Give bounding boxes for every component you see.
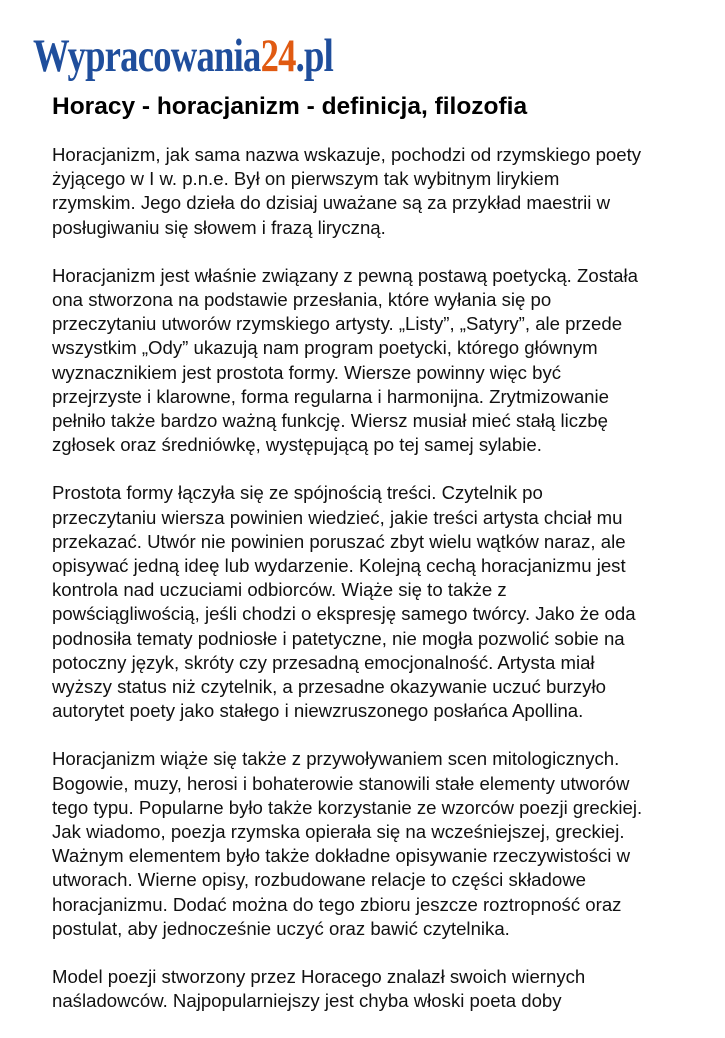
logo-text-number: 24 <box>260 30 296 82</box>
page-title: Horacy - horacjanizm - definicja, filozofia <box>52 93 528 120</box>
text-line: utworach. Wierne opisy, rozbudowane relacje to części składowe <box>52 869 586 891</box>
text-line: naśladowców. Najpopularniejszy jest chyba włoski poeta doby <box>52 990 562 1012</box>
text-line: Horacjanizm wiąże się także z przywoływaniem scen mitologicznych. <box>52 748 620 770</box>
text-line: Jak wiadomo, poezja rzymska opierała się na wcześniejszej, greckiej. <box>52 821 625 843</box>
text-line: Model poezji stworzony przez Horacego znalazł swoich wiernych <box>52 966 586 988</box>
text-line: podnosiła tematy podniosłe i patetyczne, nie mogła pozwolić sobie na <box>52 627 625 649</box>
site-logo[interactable] <box>33 18 418 80</box>
text-line: żyjącego w I w. p.n.e. Był on pierwszym tak wybitnym lirykiem <box>52 168 560 190</box>
text-line: wszystkim „Ody” ukazują nam program poetycki, którego głównym <box>52 337 598 359</box>
paragraph-4 <box>52 747 692 941</box>
text-line: Ważnym elementem było także dokładne opisywanie rzeczywistości w <box>52 845 631 867</box>
text-line: powściągliwością, jeśli chodzi o ekspresję samego twórcy. Jako że oda <box>52 603 636 625</box>
text-line: przeczytaniu wiersza powinien wiedzieć, jakie treści artysta chciał mu <box>52 506 623 528</box>
text-line: rzymskim. Jego dzieła do dzisiaj uważane są za przykład maestrii w <box>52 192 611 214</box>
text-line: autorytet poety jako stałego i niewzruszonego posłańca Apollina. <box>52 700 584 722</box>
text-line: wyznacznikiem jest prostota formy. Wiersze powinny więc być <box>52 361 562 383</box>
text-line: Bogowie, muzy, herosi i bohaterowie stanowili stałe elementy utworów <box>52 772 630 794</box>
paragraph-1 <box>52 143 692 240</box>
article-body <box>52 143 692 1038</box>
text-line: posługiwaniu się słowem i frazą liryczną. <box>52 216 386 238</box>
paragraph-2 <box>52 264 692 458</box>
logo-wordmark <box>33 30 334 82</box>
text-line: zgłosek oraz średniówkę, występującą po tej samej sylabie. <box>52 434 542 456</box>
text-line: potoczny język, skróty czy przesadną emocjonalność. Artysta miał <box>52 651 595 673</box>
logo-text-domain: .pl <box>295 30 334 82</box>
text-line: Horacjanizm jest właśnie związany z pewną postawą poetycką. Została <box>52 264 638 286</box>
text-line: tego typu. Popularne było także korzystanie ze wzorców poezji greckiej. <box>52 796 643 818</box>
text-line: pełniło także bardzo ważną funkcję. Wiersz musiał mieć stałą liczbę <box>52 410 608 432</box>
paragraph-5 <box>52 965 692 1013</box>
text-line: postulat, aby jednocześnie uczyć oraz bawić czytelnika. <box>52 917 510 939</box>
text-line: ona stworzona na podstawie przesłania, które wyłania się po <box>52 289 552 311</box>
text-line: kontrola nad uczuciami odbiorców. Wiąże się to także z <box>52 579 507 601</box>
text-line: opisywać jedną ideę lub wydarzenie. Kolejną cechą horacjanizmu jest <box>52 555 626 577</box>
text-line: horacjanizmu. Dodać można do tego zbioru jeszcze roztropność oraz <box>52 893 622 915</box>
text-line: przeczytaniu utworów rzymskiego artysty. „Listy”, „Satyry”, ale przede <box>52 313 623 335</box>
text-line: Prostota formy łączyła się ze spójnością treści. Czytelnik po <box>52 482 543 504</box>
text-line: wyższy status niż czytelnik, a przesadne okazywanie uczuć burzyło <box>52 676 606 698</box>
text-line: Horacjanizm, jak sama nazwa wskazuje, pochodzi od rzymskiego poety <box>52 144 642 165</box>
logo-text-main: Wypracowania <box>33 30 261 82</box>
paragraph-3 <box>52 481 692 723</box>
text-line: przejrzyste i klarowne, forma regularna i harmonijna. Zrytmizowanie <box>52 385 609 407</box>
text-line: przekazać. Utwór nie powinien poruszać zbyt wielu wątków naraz, ale <box>52 530 626 552</box>
